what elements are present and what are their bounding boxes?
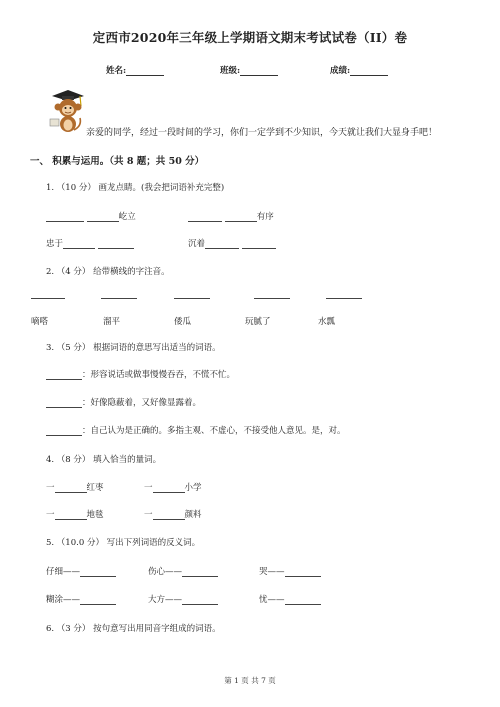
q2-word-2: 溜平 bbox=[103, 317, 121, 327]
answer-blank[interactable] bbox=[55, 510, 87, 520]
q4-item-4: 一 颜料 bbox=[144, 510, 202, 520]
q4-item-3: 一 地毯 bbox=[46, 510, 104, 520]
q2-word-1: 嘀嗒 bbox=[31, 317, 49, 327]
score-label: 成绩: bbox=[330, 66, 351, 76]
answer-blank[interactable] bbox=[285, 567, 321, 577]
name-blank[interactable] bbox=[126, 66, 164, 76]
answer-blank[interactable] bbox=[182, 595, 218, 605]
q1-word-a: 屹立 bbox=[118, 212, 136, 222]
pinyin-blank[interactable] bbox=[101, 289, 137, 299]
q5-item-3: 哭—— bbox=[259, 565, 321, 577]
question-4-heading: 4. （8 分） 填入恰当的量词。 bbox=[46, 455, 162, 465]
section-heading: 一、 积累与运用。（共 8 题；共 50 分） bbox=[30, 156, 205, 167]
answer-blank[interactable] bbox=[98, 239, 134, 249]
pinyin-blank[interactable] bbox=[31, 289, 65, 299]
answer-blank[interactable] bbox=[153, 483, 185, 493]
q3-definition-2: ：好像隐蔽着，又好像显露着。 bbox=[82, 398, 202, 408]
answer-blank[interactable] bbox=[188, 212, 222, 222]
answer-blank[interactable] bbox=[153, 510, 185, 520]
answer-blank[interactable] bbox=[46, 426, 82, 436]
answer-blank[interactable] bbox=[225, 212, 257, 222]
name-field[interactable] bbox=[106, 64, 164, 76]
answer-blank[interactable] bbox=[87, 212, 119, 222]
q5-item-1: 仔细—— bbox=[46, 565, 116, 577]
q3-definition-3: ：自己认为是正确的。多指主观、不虚心，不接受他人意见。是，对。 bbox=[82, 426, 346, 436]
answer-blank[interactable] bbox=[285, 595, 321, 605]
pinyin-blank[interactable] bbox=[174, 289, 210, 299]
answer-blank[interactable] bbox=[80, 567, 116, 577]
q5-item-4: 糊涂—— bbox=[46, 593, 116, 605]
q4-item-1: 一 红枣 bbox=[46, 483, 104, 493]
q5-item-5: 大方—— bbox=[148, 593, 218, 605]
q1-word-b: 有序 bbox=[256, 212, 274, 222]
q3-line-2 bbox=[46, 396, 201, 408]
score-blank[interactable] bbox=[350, 66, 388, 76]
q1-word-c: 忠于 bbox=[46, 239, 64, 249]
answer-blank[interactable] bbox=[205, 239, 239, 249]
q2-word-3: 倭瓜 bbox=[174, 317, 192, 327]
greeting-text: 亲爱的同学，经过一段时间的学习，你们一定学到不少知识，今天就让我们大显身手吧！ bbox=[86, 128, 438, 138]
answer-blank[interactable] bbox=[80, 595, 116, 605]
class-blank[interactable] bbox=[240, 66, 278, 76]
q5-item-6: 忧—— bbox=[259, 593, 321, 605]
q1-row-1-right bbox=[188, 210, 274, 222]
answer-blank[interactable] bbox=[46, 370, 82, 380]
q1-word-d: 沉着 bbox=[188, 239, 206, 249]
q3-definition-1: ：形容说话或做事慢慢吞吞，不慌不忙。 bbox=[82, 370, 236, 380]
q1-row-2-left bbox=[46, 237, 134, 249]
q2-word-5: 水瓢 bbox=[318, 317, 336, 327]
name-label: 姓名: bbox=[106, 66, 127, 76]
score-field[interactable] bbox=[330, 64, 388, 76]
q3-line-1 bbox=[46, 368, 235, 380]
q1-row-1-left bbox=[46, 210, 136, 222]
mascot-icon bbox=[44, 86, 86, 134]
answer-blank[interactable] bbox=[46, 398, 82, 408]
question-3-heading: 3. （5 分） 根据词语的意思写出适当的词语。 bbox=[46, 343, 221, 353]
pinyin-blank[interactable] bbox=[254, 289, 290, 299]
question-1-heading: 1. （10 分） 画龙点睛。(我会把词语补充完整) bbox=[46, 183, 225, 193]
answer-blank[interactable] bbox=[63, 239, 95, 249]
class-field[interactable] bbox=[220, 64, 278, 76]
page-footer: 第 1 页 共 7 页 bbox=[224, 676, 276, 685]
pinyin-blank[interactable] bbox=[326, 289, 362, 299]
class-label: 班级: bbox=[220, 66, 241, 76]
question-5-heading: 5. （10.0 分） 写出下列词语的反义词。 bbox=[46, 538, 201, 548]
q2-word-4: 玩腻了 bbox=[245, 317, 271, 327]
q4-item-2: 一 小学 bbox=[144, 483, 202, 493]
question-6-heading: 6. （3 分） 按句意写出用同音字组成的词语。 bbox=[46, 624, 221, 634]
answer-blank[interactable] bbox=[242, 239, 276, 249]
answer-blank[interactable] bbox=[55, 483, 87, 493]
q3-line-3 bbox=[46, 424, 346, 436]
answer-blank[interactable] bbox=[182, 567, 218, 577]
answer-blank[interactable] bbox=[46, 212, 84, 222]
q5-item-2: 伤心—— bbox=[148, 565, 218, 577]
q1-row-2-right bbox=[188, 237, 276, 249]
question-2-heading: 2. （4 分） 给带横线的字注音。 bbox=[46, 267, 170, 277]
page-title: 定西市2020年三年级上学期语文期末考试试卷（II）卷 bbox=[92, 30, 408, 45]
